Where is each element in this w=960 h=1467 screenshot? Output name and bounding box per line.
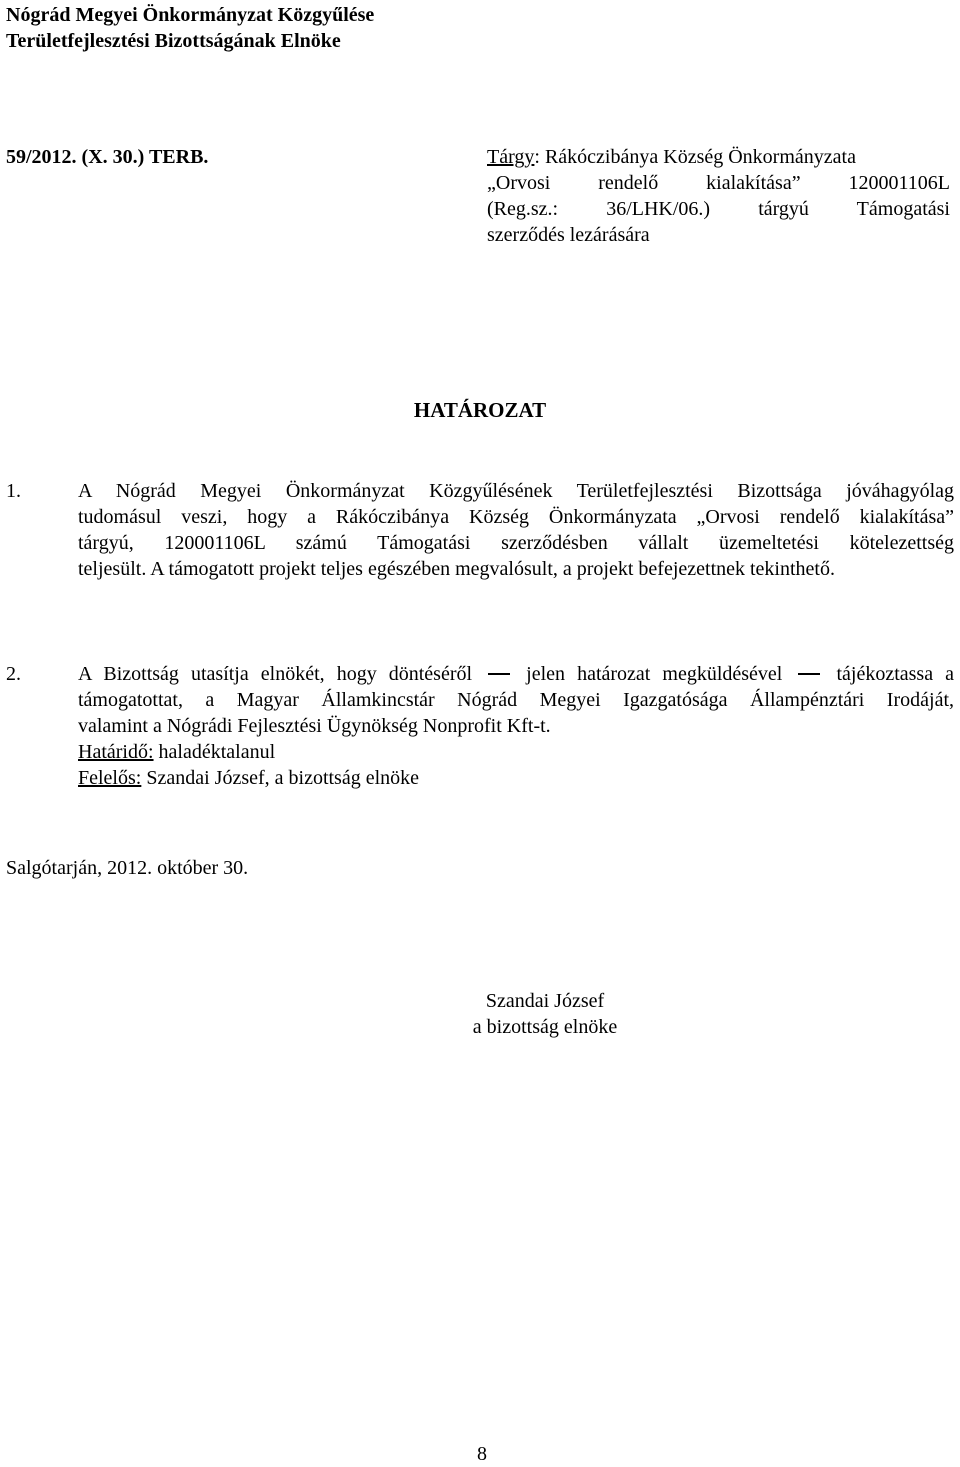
signature-block bbox=[0, 988, 960, 1040]
paragraph-1-number: 1. bbox=[6, 480, 21, 502]
header-line-1: Nógrád Megyei Önkormányzat Közgyűlése bbox=[6, 4, 375, 26]
paragraph-2-line-2: támogatottat, a Magyar Államkincstár Nógrád Megyei Igazgatósága Állampénztári Irodáját, bbox=[78, 689, 954, 711]
paragraph-1 bbox=[6, 478, 954, 582]
paragraph-2-body bbox=[78, 661, 954, 791]
paragraph-2-line-1 bbox=[78, 661, 954, 687]
subject-block bbox=[487, 144, 950, 248]
resolution-title: HATÁROZAT bbox=[413, 398, 547, 422]
subject-line-3: (Reg.sz.: 36/LHK/06.) tárgyú Támogatási bbox=[487, 198, 950, 220]
paragraph-1-line: teljesült. A támogatott projekt teljes egészében megvalósult, a projekt befejezettnek tekinthető. bbox=[78, 558, 835, 580]
signatory-name: Szandai József bbox=[485, 990, 605, 1012]
subject-line-4: szerződés lezárására bbox=[487, 224, 650, 246]
reference-number: 59/2012. (X. 30.) TERB. bbox=[6, 146, 209, 168]
responsible-line bbox=[78, 765, 954, 791]
signatory-role: a bizottság elnöke bbox=[472, 1016, 618, 1038]
paragraph-2-line-1-part-a: A Bizottság utasítja elnökét, hogy döntéséről bbox=[78, 663, 473, 685]
subject-line-1 bbox=[487, 144, 950, 170]
paragraph-2-number: 2. bbox=[6, 663, 21, 685]
paragraph-2 bbox=[6, 661, 954, 791]
subject-label: Tárgy bbox=[487, 146, 535, 168]
deadline-line bbox=[78, 739, 954, 765]
paragraph-1-line: A Nógrád Megyei Önkormányzat Közgyűlésének Területfejlesztési Bizottsága jóváhagyólag bbox=[78, 480, 954, 502]
place-and-date: Salgótarján, 2012. október 30. bbox=[6, 857, 249, 879]
deadline-label: Határidő: bbox=[78, 741, 154, 763]
dash-separator bbox=[488, 673, 510, 675]
paragraph-1-line: tárgyú, 120001106L számú Támogatási szerződésben vállalt üzemeltetési kötelezettség bbox=[78, 532, 954, 554]
subject-line-2: „Orvosi rendelő kialakítása” 120001106L bbox=[487, 172, 950, 194]
paragraph-1-body bbox=[78, 478, 954, 582]
paragraph-2-line-1-part-c: tájékoztassa a bbox=[836, 663, 954, 685]
paragraph-2-line-1-part-b: jelen határozat megküldésével bbox=[526, 663, 783, 685]
paragraph-2-line-3: valamint a Nógrádi Fejlesztési Ügynökség Nonprofit Kft-t. bbox=[78, 715, 551, 737]
paragraph-1-line: tudomásul veszi, hogy a Rákóczibánya Község Önkormányzata „Orvosi rendelő kialakítása” bbox=[78, 506, 954, 528]
page-number: 8 bbox=[477, 1443, 487, 1465]
deadline-value: haladéktalanul bbox=[153, 741, 276, 763]
subject-line-1-rest: : Rákóczibánya Község Önkormányzata bbox=[534, 146, 856, 168]
header-line-2: Területfejlesztési Bizottságának Elnöke bbox=[6, 30, 341, 52]
responsible-label: Felelős: bbox=[78, 767, 142, 789]
responsible-value: Szandai József, a bizottság elnöke bbox=[141, 767, 420, 789]
dash-separator bbox=[798, 673, 820, 675]
document-header bbox=[6, 2, 374, 54]
